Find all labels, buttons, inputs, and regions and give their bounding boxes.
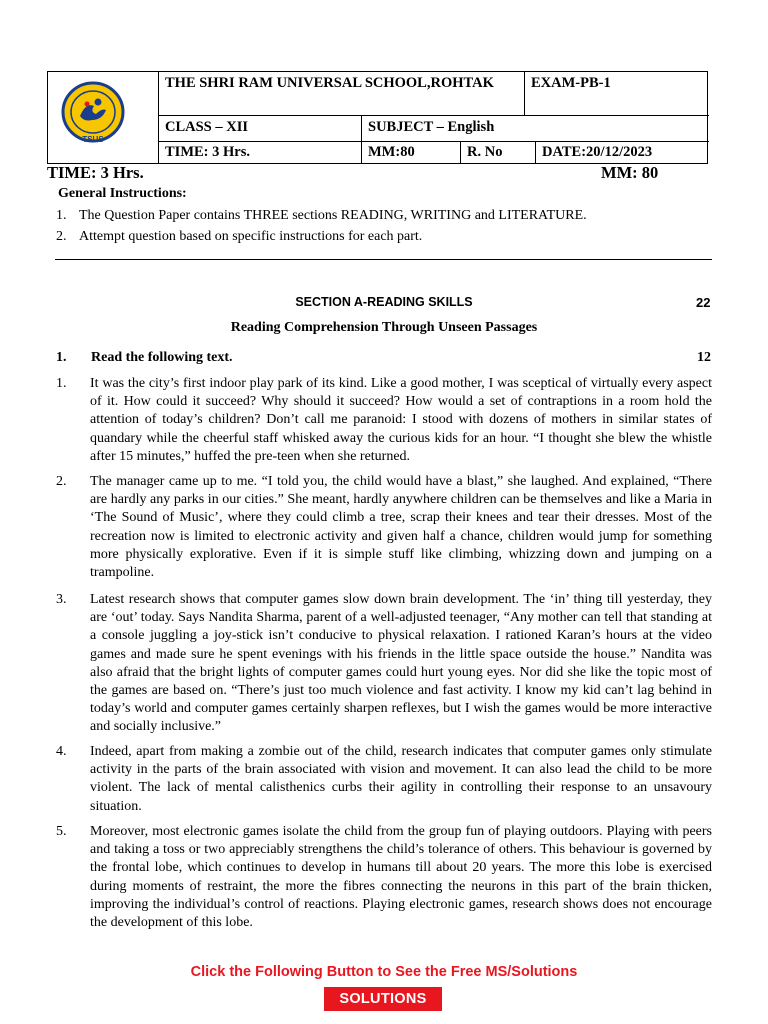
passage-paragraph: 1. It was the city’s first indoor play park of its kind. Like a good mother, I was sceptical of virtually every aspect of it. How could it succeed? Why should it succeed? How would a set of contraptions in a room hold the attention of today’s children? Don’t call me paranoid: I stood with dozens of mothers in similar states of quandary while the cheerful staff whisked away the curious kids for an hour. “I thought she blew the whistle after 15 minutes,” huffed the pre-teen when she returned. — [56, 376, 712, 464]
solutions-promo-link[interactable]: Click the Following Button to See the Free MS/Solutions — [190, 964, 578, 980]
class-label: CLASS – XII — [165, 119, 248, 135]
marks-cell: MM:80 — [368, 144, 415, 160]
school-logo — [60, 80, 126, 148]
school-name: THE SHRI RAM UNIVERSAL SCHOOL,ROHTAK — [165, 75, 494, 91]
header-table — [47, 71, 708, 164]
section-title: SECTION A-READING SKILLS — [295, 295, 473, 309]
date-cell: DATE:20/12/2023 — [542, 144, 653, 160]
instruction-item: 2. Attempt question based on specific instructions for each part. — [56, 229, 423, 244]
passage-paragraph: 2. The manager came up to me. “I told you, the child would have a blast,” she laughed. And explained, “There are hardly any parks in our cities.” She meant, hardly anywhere children can be themselves and like a Maria in ‘The Sound of Music’, where they could climb a tree, scrap their knees and tear their dresses. Most of the recreation now is limited to electronic activity and given half a chance, children would jump for something more physically explorative. Even if it is simple stuff like climbing, whizzing down and jumping on a trampoline. — [56, 474, 712, 581]
section-marks: 22 — [696, 295, 711, 310]
question-number: 1. — [56, 350, 67, 365]
divider-line — [55, 259, 712, 260]
general-instructions-title: General Instructions: — [58, 186, 187, 201]
time-duration: TIME: 3 Hrs. — [47, 163, 144, 182]
maximum-marks: MM: 80 — [601, 163, 659, 182]
question-text: Read the following text. — [91, 350, 233, 365]
logo-text: TSUS — [82, 135, 104, 144]
subject-label: SUBJECT – English — [368, 119, 495, 135]
roll-number-cell: R. No — [467, 144, 503, 160]
time-cell: TIME: 3 Hrs. — [165, 144, 250, 160]
solutions-button[interactable]: SOLUTIONS — [324, 987, 442, 1011]
exam-name: EXAM-PB-1 — [531, 75, 611, 91]
passage-paragraph: 4. Indeed, apart from making a zombie out of the child, research indicates that computer games only stimulate activity in the parts of the brain associated with vision and movement. It can also lead the child to be more violent. The lack of mental calisthenics curbs their agility in controlling their response to an unsavoury situation. — [56, 744, 712, 814]
instruction-item: 1. The Question Paper contains THREE sections READING, WRITING and LITERATURE. — [56, 208, 587, 223]
question-marks: 12 — [697, 350, 711, 365]
passage-paragraph: 5. Moreover, most electronic games isolate the child from the group fun of playing outdoors. Playing with peers and taking a toss or two appreciably strengthens the child’s tolerance of others. This behaviour is governed by the frontal lobe, which continues to develop in humans till about 20 years. The more this lobe is exercised during moments of restraint, the more the fibres connecting the neurons in this part of the brain thicken, improving the individual’s control of reactions. Playing electronic games, research shows does not encourage the development of this lobe. — [56, 824, 712, 931]
passage-paragraph: 3. Latest research shows that computer games slow down brain development. The ‘in’ thing till yesterday, they are ‘out’ today. Says Nandita Sharma, parent of a well-adjusted teenager, “Any mother can tell that standing at a console juggling a joy-stick isn’t conducive to physical relaxation. I rationed Karan’s hours at the video games and made sure he spent evenings with his friends in the little space outside the house.” Nandita was also afraid that the bright lights of computer games could hurt young eyes. Nor did she like the topic most of the games are based on. “There’s just too much violence and fast activity. I know my kid can’t lag behind in today’s world and computer games certainly sharpen reflexes, but I wish the games would be more interactive and socially inclusive.” — [56, 592, 712, 735]
section-subtitle: Reading Comprehension Through Unseen Passages — [230, 320, 538, 335]
